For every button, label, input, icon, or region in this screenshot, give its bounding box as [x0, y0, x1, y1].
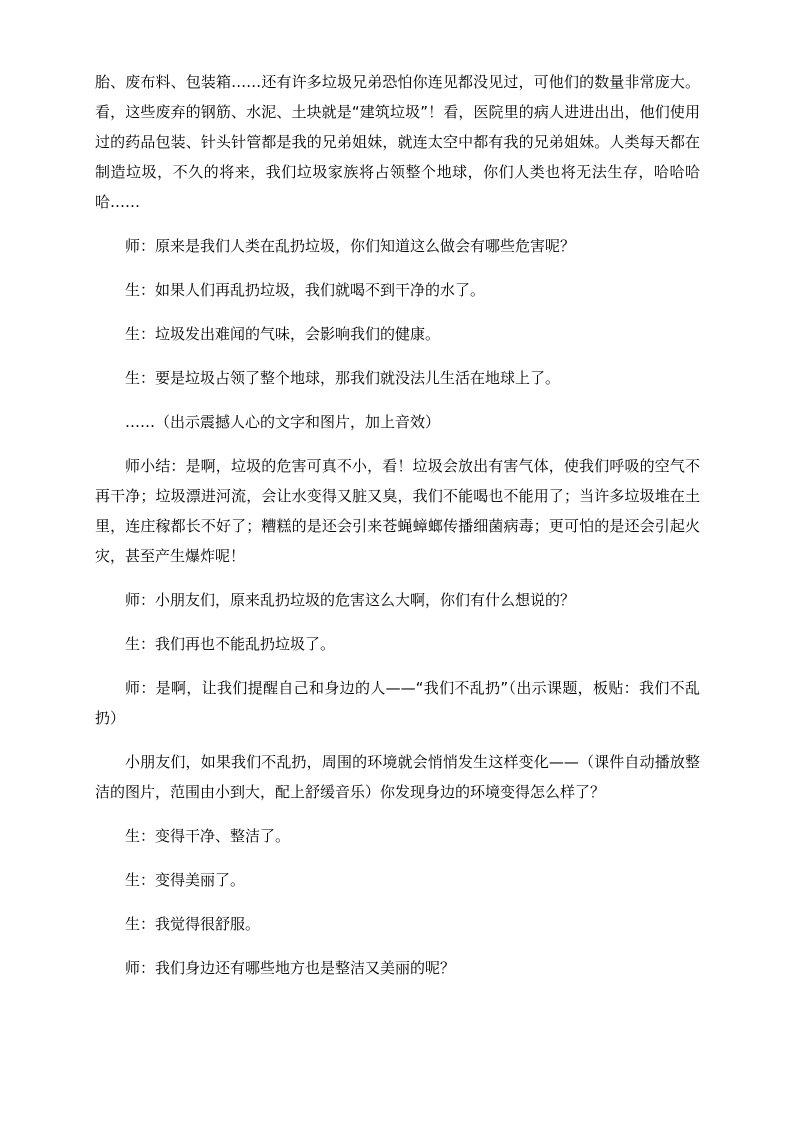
paragraph-teacher-summary: 师小结：是啊，垃圾的危害可真不小，看！垃圾会放出有害气体，使我们呼吸的空气不再干净；垃圾漂进河流，会让水变得又脏又臭，我们不能喝也不能用了；当许多垃圾堆在土里，连庄稼都长不好了；糟糕的是还会引来苍蝇蟑螂传播细菌病毒；更可怕的是还会引起火灾，甚至产生爆炸呢！ — [95, 457, 700, 565]
paragraph-teacher-question: 师：我们身边还有哪些地方也是整洁又美丽的呢？ — [125, 959, 456, 977]
paragraph-stage-note: ……（出示震撼人心的文字和图片，加上音效） — [125, 413, 441, 431]
paragraph-student-answer: 生：我觉得很舒服。 — [125, 915, 261, 933]
paragraph-student-answer: 生：变得美丽了。 — [125, 871, 246, 889]
paragraph-student-answer: 生：我们再也不能乱扔垃圾了。 — [125, 635, 336, 653]
paragraph-student-answer: 生：垃圾发出难闻的气味，会影响我们的健康。 — [125, 325, 441, 343]
document-body — [95, 67, 700, 983]
paragraph-student-answer: 生：变得干净、整洁了。 — [125, 827, 291, 845]
paragraph-student-answer: 生：要是垃圾占领了整个地球，那我们就没法儿生活在地球上了。 — [125, 369, 561, 387]
paragraph-student-answer: 生：如果人们再乱扔垃圾，我们就喝不到干净的水了。 — [125, 281, 486, 299]
paragraph-teacher-topic: 师：是啊，让我们提醒自己和身边的人——“我们不乱扔”（出示课题，板贴：我们不乱扔） — [95, 679, 700, 727]
paragraph-teacher-prompt: 小朋友们，如果我们不乱扔，周围的环境就会悄悄发生这样变化——（课件自动播放整洁的图片，范围由小到大，配上舒缓音乐）你发现身边的环境变得怎么样了？ — [95, 753, 700, 801]
paragraph-teacher-question: 师：原来是我们人类在乱扔垃圾，你们知道这么做会有哪些危害呢？ — [125, 237, 576, 255]
paragraph-teacher-question: 师：小朋友们，原来乱扔垃圾的危害这么大啊，你们有什么想说的？ — [125, 591, 576, 609]
paragraph-continuation: 胎、废布料、包装箱……还有许多垃圾兄弟恐怕你连见都没见过，可他们的数量非常庞大。看，这些废弃的钢筋、水泥、土块就是“建筑垃圾”！看，医院里的病人进进出出，他们使用过的药品包装、针头针管都是我的兄弟姐妹，就连太空中都有我的兄弟姐妹。人类每天都在制造垃圾，不久的将来，我们垃圾家族将占领整个地球，你们人类也将无法生存，哈哈哈哈…… — [95, 73, 700, 211]
